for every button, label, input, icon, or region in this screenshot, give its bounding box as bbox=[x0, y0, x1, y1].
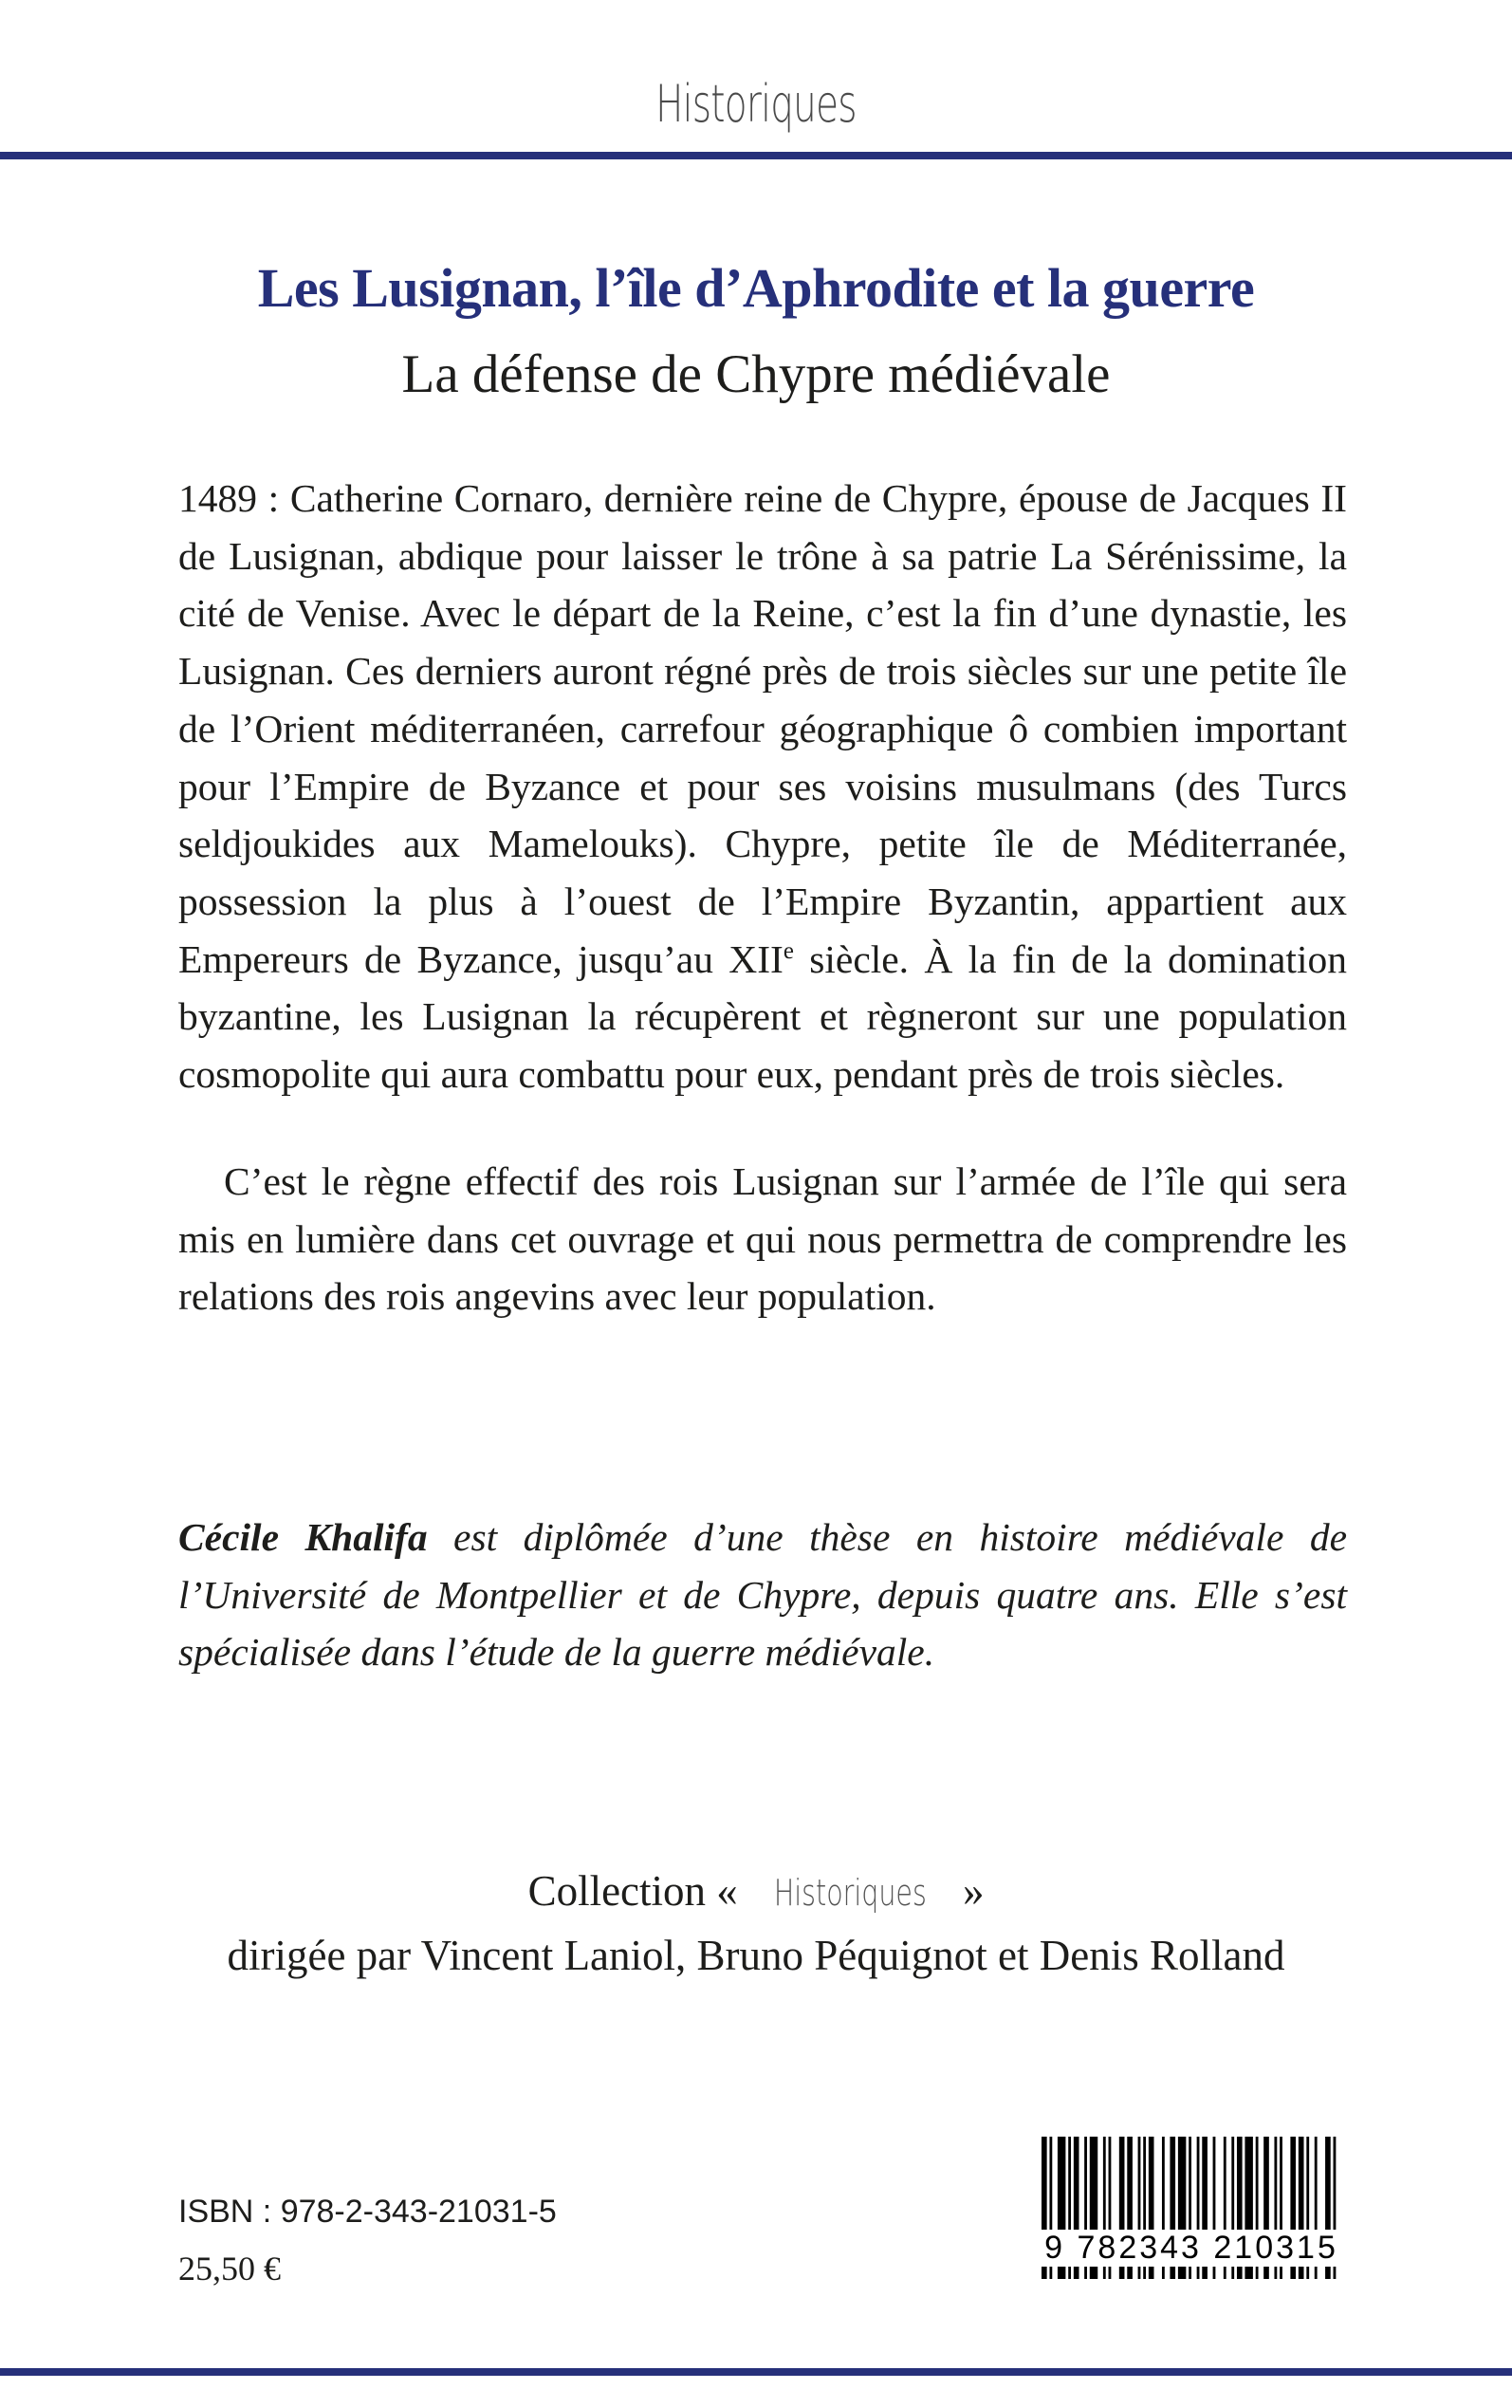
book-title: Les Lusignan, l’île d’Aphrodite et la guerre bbox=[257, 257, 1255, 319]
author-bio-text: est diplômée d’une thèse en histoire médiévale de l’Université de Montpellier et de Chypre, depuis quatre ans. Elle s’est spécialisée dans l’étude de la guerre médiévale. bbox=[178, 1515, 1348, 1675]
summary-text-part-2: siècle. À la fin de la domination byzantine, les Lusignan la récupèrent et règneront sur une population cosmopolite qui aura combattu pour eux, pendant près de trois siècles. bbox=[178, 936, 1347, 1097]
collection-suffix: » bbox=[962, 1867, 985, 1915]
summary-paragraph-1 bbox=[178, 470, 1347, 1103]
series-logo: Historiques bbox=[655, 74, 857, 134]
collection-prefix: Collection « bbox=[527, 1867, 738, 1915]
top-rule bbox=[0, 152, 1512, 159]
barcode-digits: 9 782343 210315 bbox=[1042, 2230, 1341, 2267]
collection-directors: dirigée par Vincent Laniol, Bruno Péquignot et Denis Rolland bbox=[227, 1932, 1285, 1979]
price: 25,50 € bbox=[178, 2250, 281, 2288]
collection-series-name: Historiques bbox=[773, 1872, 927, 1914]
summary-paragraph-2: C’est le règne effectif des rois Lusignan sur l’armée de l’île qui sera mis en lumière dans cet ouvrage et qui nous permettra de comprendre les relations des rois angevins avec leur population. bbox=[178, 1159, 1347, 1319]
isbn: ISBN : 978-2-343-21031-5 bbox=[178, 2194, 557, 2230]
century-superscript: e bbox=[783, 937, 794, 964]
author-name: Cécile Khalifa bbox=[178, 1515, 428, 1559]
bottom-rule bbox=[0, 2368, 1512, 2376]
author-bio bbox=[178, 1509, 1347, 1681]
collection-info bbox=[0, 1860, 1512, 1987]
book-subtitle: La défense de Chypre médiévale bbox=[401, 344, 1111, 404]
summary-text-part-1: 1489 : Catherine Cornaro, dernière reine de Chypre, épouse de Jacques II de Lusignan, abdique pour laisser le trône à sa patrie La Sérénissime, la cité de Venise. Avec le départ de la Reine, c’est la fin d’une dynastie, les Lusignan. Ces derniers auront régné près de trois siècles sur une petite île de l’Orient méditerranéen, carrefour géographique ô combien important pour l’Empire de Byzance et pour ses voisins musulmans (des Turcs seldjoukides aux Mamelouks). Chypre, petite île de Méditerranée, possession la plus à l’ouest de l’Empire Byzantin, appartient aux Empereurs de Byzance, jusqu’au XII bbox=[178, 476, 1347, 981]
collection-line bbox=[0, 1860, 1512, 1924]
